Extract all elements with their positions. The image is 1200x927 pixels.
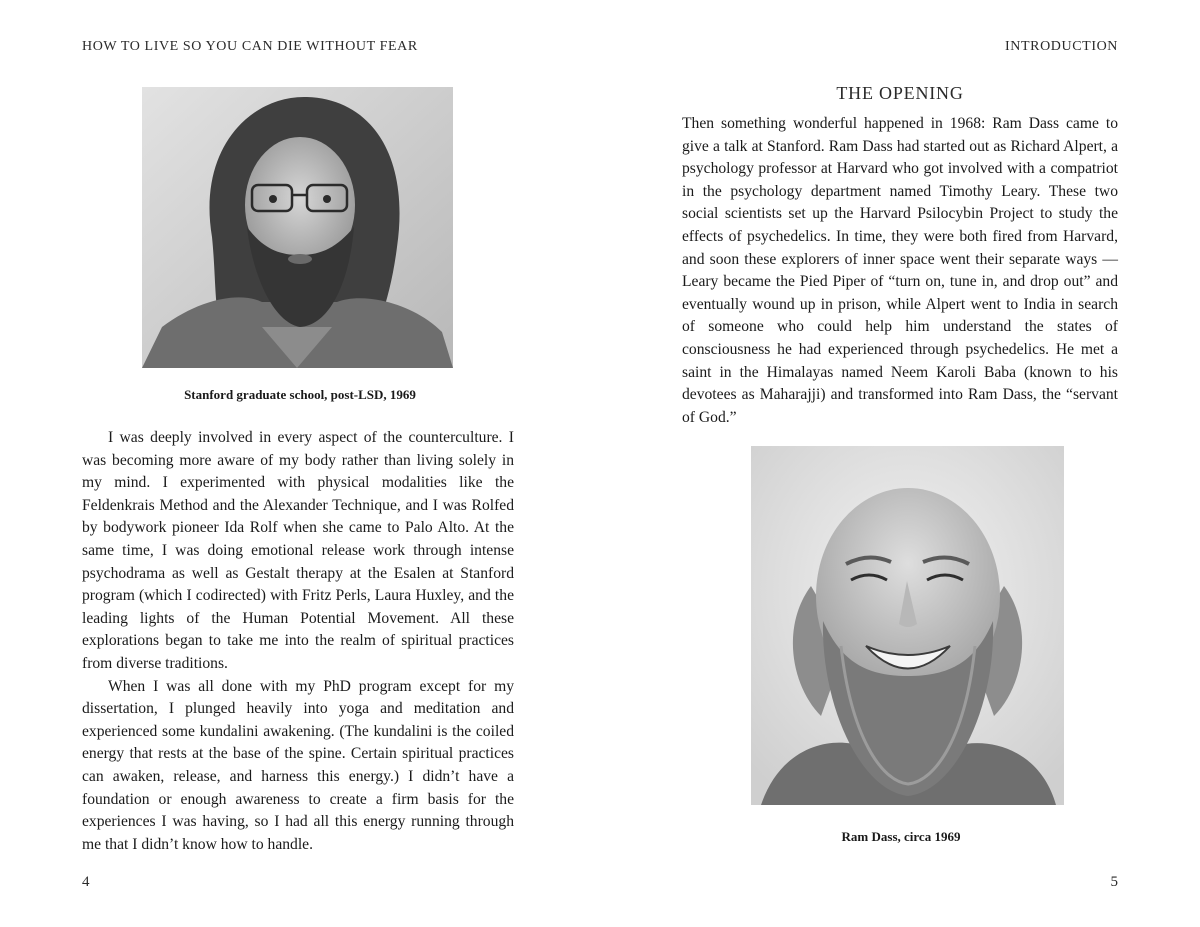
running-head-right: INTRODUCTION xyxy=(1005,39,1118,54)
paragraph: Then something wonderful happened in 1968: Ram Dass came to give a talk at Stanford. Ram Dass had started out as Richard Alpert, a psychology professor at Harvard who got involved with a compatriot in the psychology department named Timothy Leary. These two social scientists set up the Harvard Psilocybin Project to study the effects of psychedelics. In time, they were both fired from Harvard, and soon these explorers of inner space went their separate ways — Leary became the Pied Piper of “turn on, tune in, and drop out” and eventually wound up in prison, while Alpert went to India in search of someone who could help him understand the states of consciousness he had experienced through psychedelics. He met a saint in the Himalayas named Neem Karoli Baba (known to his devotees as Maharajji) and transformed into Ram Dass, the “servant of God.” xyxy=(682,115,1118,426)
page-number-left: 4 xyxy=(82,874,90,890)
photo-caption-left: Stanford graduate school, post-LSD, 1969 xyxy=(184,387,416,402)
section-title: THE OPENING xyxy=(836,83,964,103)
paragraph: I was deeply involved in every aspect of the counterculture. I was becoming more aware of my body rather than living solely in my mind. I experimented with physical modalities like the Feldenkrais Method and the Alexander Technique, and I was Rolfed by bodywork pioneer Ida Rolf when she came to Palo Alto. At the same time, I was doing emotional release work through intense psychodrama as well as Gestalt therapy at the Esalen at Stanford program (which I codirected) with Fritz Perls, Laura Huxley, and the leading lights of the Human Potential Movement. All these explorations began to take me into the realm of spiritual practices from diverse traditions. xyxy=(82,429,514,672)
running-head-left: HOW TO LIVE SO YOU CAN DIE WITHOUT FEAR xyxy=(82,39,418,54)
body-text-right xyxy=(682,113,1118,429)
right-page xyxy=(600,0,1200,927)
portrait-photo-bearded-man-glasses xyxy=(142,87,453,368)
page-number-right: 5 xyxy=(1110,874,1118,890)
portrait-photo-smiling-bald-bearded-man xyxy=(751,446,1064,805)
photo-caption-right: Ram Dass, circa 1969 xyxy=(841,829,961,844)
body-text-left xyxy=(82,427,514,856)
paragraph: When I was all done with my PhD program except for my dissertation, I plunged heavily into yoga and meditation and experienced some kundalini awakening. (The kundalini is the coiled energy that rests at the base of the spine. Certain spiritual practices can awaken, release, and harness this energy.) I didn’t have a foundation or enough awareness to create a firm basis for the experiences I was having, so I had all this energy running through me that I didn’t know how to handle. xyxy=(82,677,514,853)
